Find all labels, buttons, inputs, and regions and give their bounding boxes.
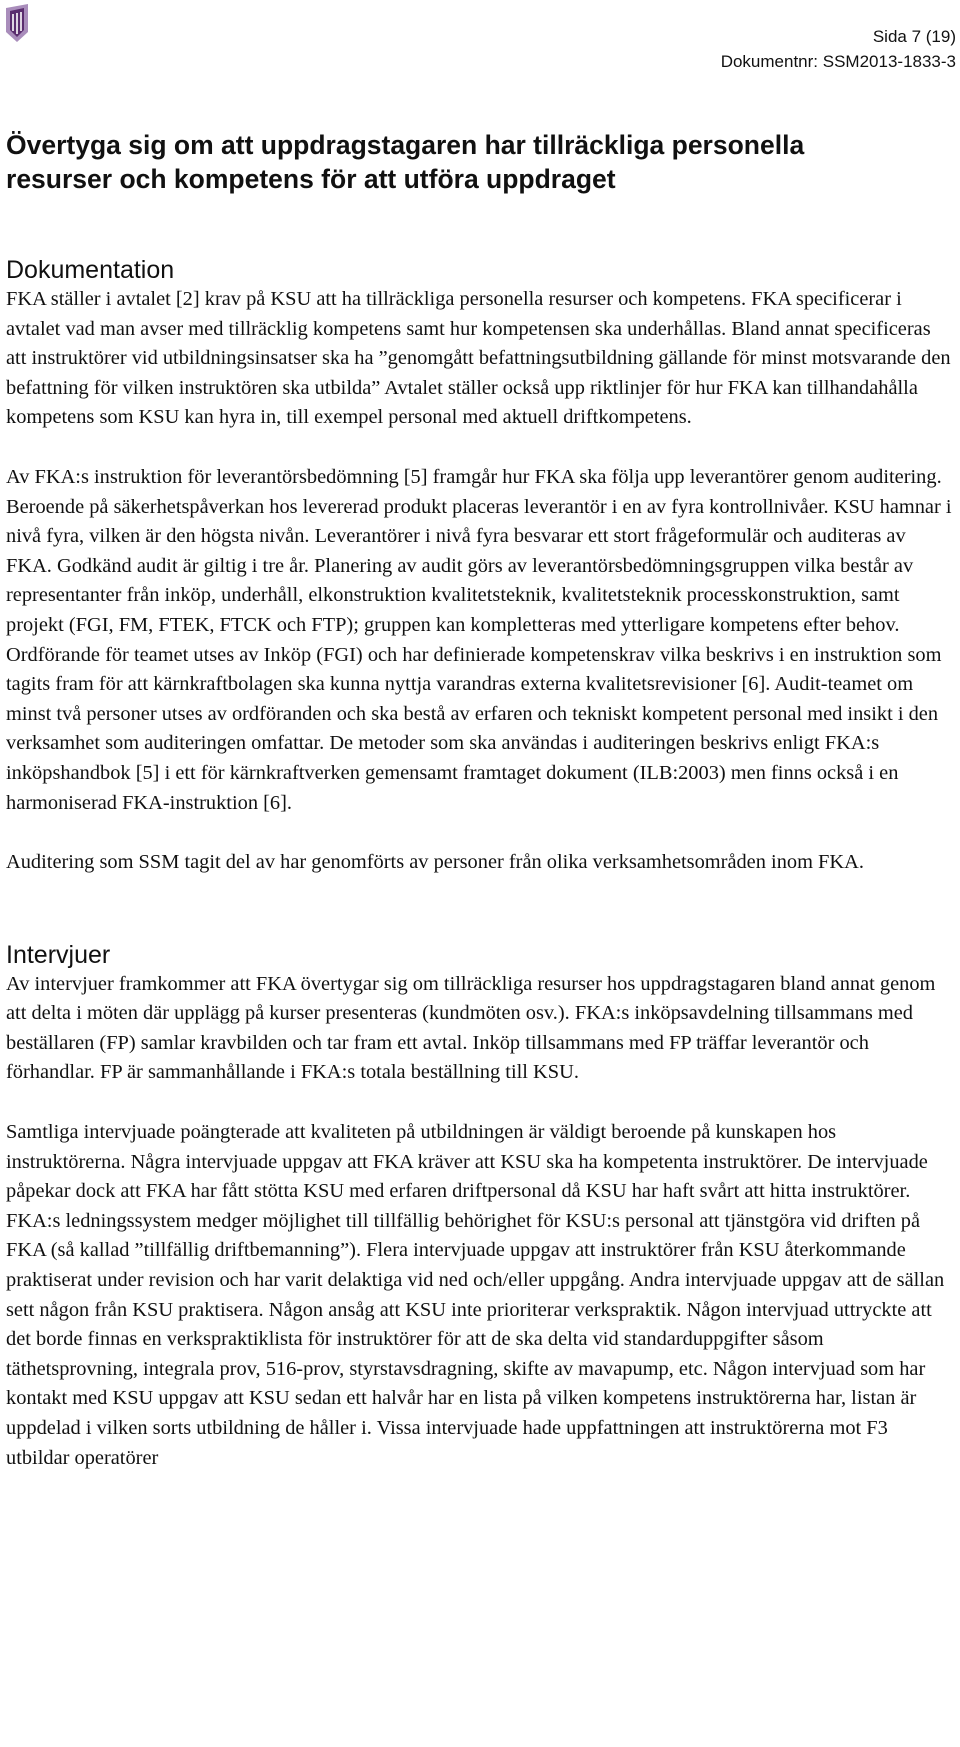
paragraph: Av intervjuer framkommer att FKA övertygar sig om tillräckliga resurser hos uppdragstagaren bland annat genom att delta i möten där upplägg på kurser presenteras (kundmöten osv.). FKA:s inköpsavdelning tillsammans med beställaren (FP) samlar kravbilden och tar fram ett avtal. Inköp tillsammans med FP träffar leverantör och förhandlar. FP är sammanhållande i FKA:s totala beställning till KSU. xyxy=(6,972,936,1084)
document-body xyxy=(6,128,956,1473)
paragraph: FKA ställer i avtalet [2] krav på KSU att ha tillräckliga personella resurser och kompetens. FKA specificerar i avtalet vad man avser med tillräcklig kompetens samt hur kompetensen ska underhållas. Bland annat specificeras att instruktörer vid utbildningsinsatser ska ha ”genomgått befattningsutbildning gällande för minst motsvarande den befattning för vilken instruktören ska utbilda” Avtalet ställer också upp riktlinjer för hur FKA kan tillhandahålla kompetens som KSU kan hyra in, till exempel personal med aktuell driftkompetens. xyxy=(6,288,951,429)
paragraph: Auditering som SSM tagit del av har genomförts av personer från olika verksamhetsområden inom FKA. xyxy=(6,851,864,874)
page-header xyxy=(721,24,956,74)
document-number: Dokumentnr: SSM2013-1833-3 xyxy=(720,52,956,71)
paragraph: Av FKA:s instruktion för leverantörsbedömning [5] framgår hur FKA ska följa upp leverantörer genom auditering. Beroende på säkerhetspåverkan hos levererad produkt placeras leverantör i en av fyra kontrollnivåer. KSU hamnar i nivå fyra, vilken är den högsta nivån. Leverantörer i nivå fyra besvarar ett stort frågeformulär och auditeras av FKA. Godkänd audit är giltig i tre år. Planering av audit görs av leverantörsbedömningsgruppen vilka består av representanter från inköp, underhåll, elkonstruktion kvalitetsteknik, kvalitetsteknik processkonstruktion, samt projekt (FGI, FM, FTEK, FTCK och FTP); gruppen kan kompletteras med ytterligare kompetens efter behov. Ordförande för teamet utses av Inköp (FGI) och har definierade kompetenskrav vilka beskrivs i en instruktion som tagits fram för att kärnkraftbolagen ska kunna nyttja varandras externa kvalitetsrevisioner [6]. Audit-teamet om minst två personer utses av ordföranden och ska bestå av erfaren och tekniskt kompetent personal med insikt i den verksamhet som auditeringen omfattar. De metoder som ska användas i auditeringen beskrivs enligt FKA:s inköpshandbok [5] i ett för kärnkraftverken gemensamt framtaget dokument (ILB:2003) men finns också i en harmoniserad FKA-instruktion [6]. xyxy=(6,465,952,814)
page-number: Sida 7 (19) xyxy=(872,27,956,46)
page-title: Övertyga sig om att uppdragstagaren har tillräckliga personella resurser och kompetens för att utföra uppdraget xyxy=(6,130,805,194)
paragraph: Samtliga intervjuade poängterade att kvaliteten på utbildningen är väldigt beroende på kunskapen hos instruktörerna. Några intervjuade uppgav att FKA kräver att KSU ska ha kompetenta instruktörer. De intervjuade påpekar dock att FKA har fått stötta KSU med erfaren driftpersonal då KSU har haft svårt att hitta instruktörer. FKA:s ledningssystem medger möjlighet till tillfällig behörighet för KSU:s personal att tjänstgöra vid driften på FKA (så kallad ”tillfällig driftbemanning”). Flera intervjuade uppgav att instruktörer från KSU återkommande praktiserat under revision och har varit delaktiga vid ned och/eller uppgång. Andra intervjuade uppgav att de sällan sett någon från KSU praktisera. Någon ansåg att KSU inte prioriterar verkspraktik. Någon intervjuad uttryckte att det borde finnas en verkspraktiklista för instruktörer för att de ska delta vid standarduppgifter såsom täthetsprovning, integrala prov, 516-prov, styrstavsdragning, skifte av mavapump, etc. Någon intervjuad som har kontakt med KSU uppgav att KSU sedan ett halvår har en lista på vilken kompetens instruktörerna har, listan är uppdelad i vilken sorts utbildning de håller i. Vissa intervjuade hade uppfattningen att instruktörerna mot F3 utbildar operatörer xyxy=(6,1121,945,1469)
section-heading-dokumentation: Dokumentation xyxy=(6,256,175,284)
ssm-logo-icon xyxy=(4,4,30,44)
section-heading-intervjuer: Intervjuer xyxy=(6,940,111,969)
